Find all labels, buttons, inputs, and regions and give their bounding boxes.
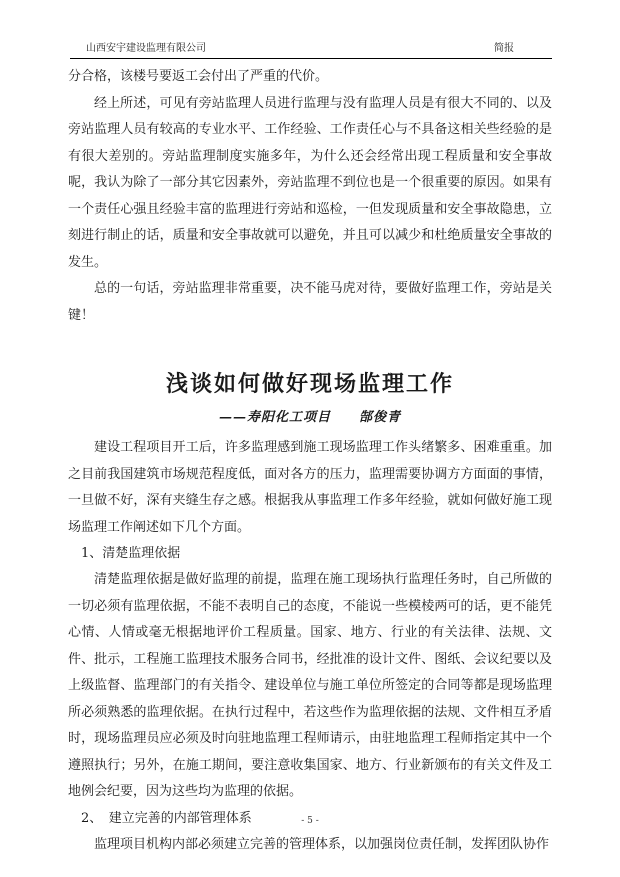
section-heading-1: 1、清楚监理依据 [81,546,181,561]
paragraph-summary: 经上所述，可见有旁站监理人员进行监理与没有监理人员是有很大不同的、以及旁站监理人员有较高的专业水平、工作经验、工作责任心与不具备这相关些经验的是有很大差别的。旁站监理制度实施多年，为什么还会经常出现工程质量和安全事故呢，我认为除了一部分其它因素外，旁站监理不到位也是一个很重要的原因。如果有一个责任心强且经验丰富的监理进行旁站和巡检，一但发现质量和安全事故隐患，立刻进行制止的话，质量和安全事故就可以避免，并且可以减少和杜绝质量安全事故的发生。 [68,95,552,270]
page-content [68,64,552,858]
document-type: 简报 [494,43,514,54]
article-intro: 建设工程项目开工后，许多监理感到施工现场监理工作头绪繁多、困难重重。加之目前我国建筑市场规范程度低，面对各方的压力，监理需要协调方方面面的事情，一旦做不好，深有夹缝生存之感。根据我从事监理工作多年经验，就如何做好施工现场监理工作阐述如下几个方面。 [68,440,552,535]
page-header [70,42,552,59]
section-body-2: 监理项目机构内部必须建立完善的管理体系，以加强岗位责任制，发挥团队协作 [94,836,550,852]
company-name: 山西安宇建设监理有限公司 [86,43,206,54]
section-body-1: 清楚监理依据是做好监理的前提，监理在施工现场执行监理任务时，自己所做的一切必须有监理依据，不能不表明自己的态度，不能说一些模棱两可的话，更不能凭心情、人情或毫无根据地评价工程质量。国家、地方、行业的有关法律、法规、文件、批示，工程施工监理技术服务合同书，经批准的设计文件、图纸、会议纪要以及上级监督、监理部门的有关指令、建设单位与施工单位所签定的合同等都是现场监理所必须熟悉的监理依据。在执行过程中，若这些作为监理依据的法规、文件相互矛盾时，现场监理员应必须及时向驻地监理工程师请示，由驻地监理工程师指定其中一个遵照执行；另外，在施工期间，要注意收集国家、地方、行业新颁布的有关文件及工地例会纪要，因为这些均为监理的依据。 [68,572,552,799]
section-heading-2: 2、 建立完善的内部管理体系 [81,810,252,826]
page-number: - 5 - [301,816,319,826]
paragraph-conclusion: 总的一句话，旁站监理非常重要，决不能马虎对待，要做好监理工作，旁站是关键！ [68,281,552,323]
article-byline: ——寿阳化工项目 郜俊青 [218,410,401,425]
article-title: 浅谈如何做好现场监理工作 [165,371,454,397]
paragraph-continued: 分合格，该楼号要返工会付出了严重的代价。 [68,69,329,84]
